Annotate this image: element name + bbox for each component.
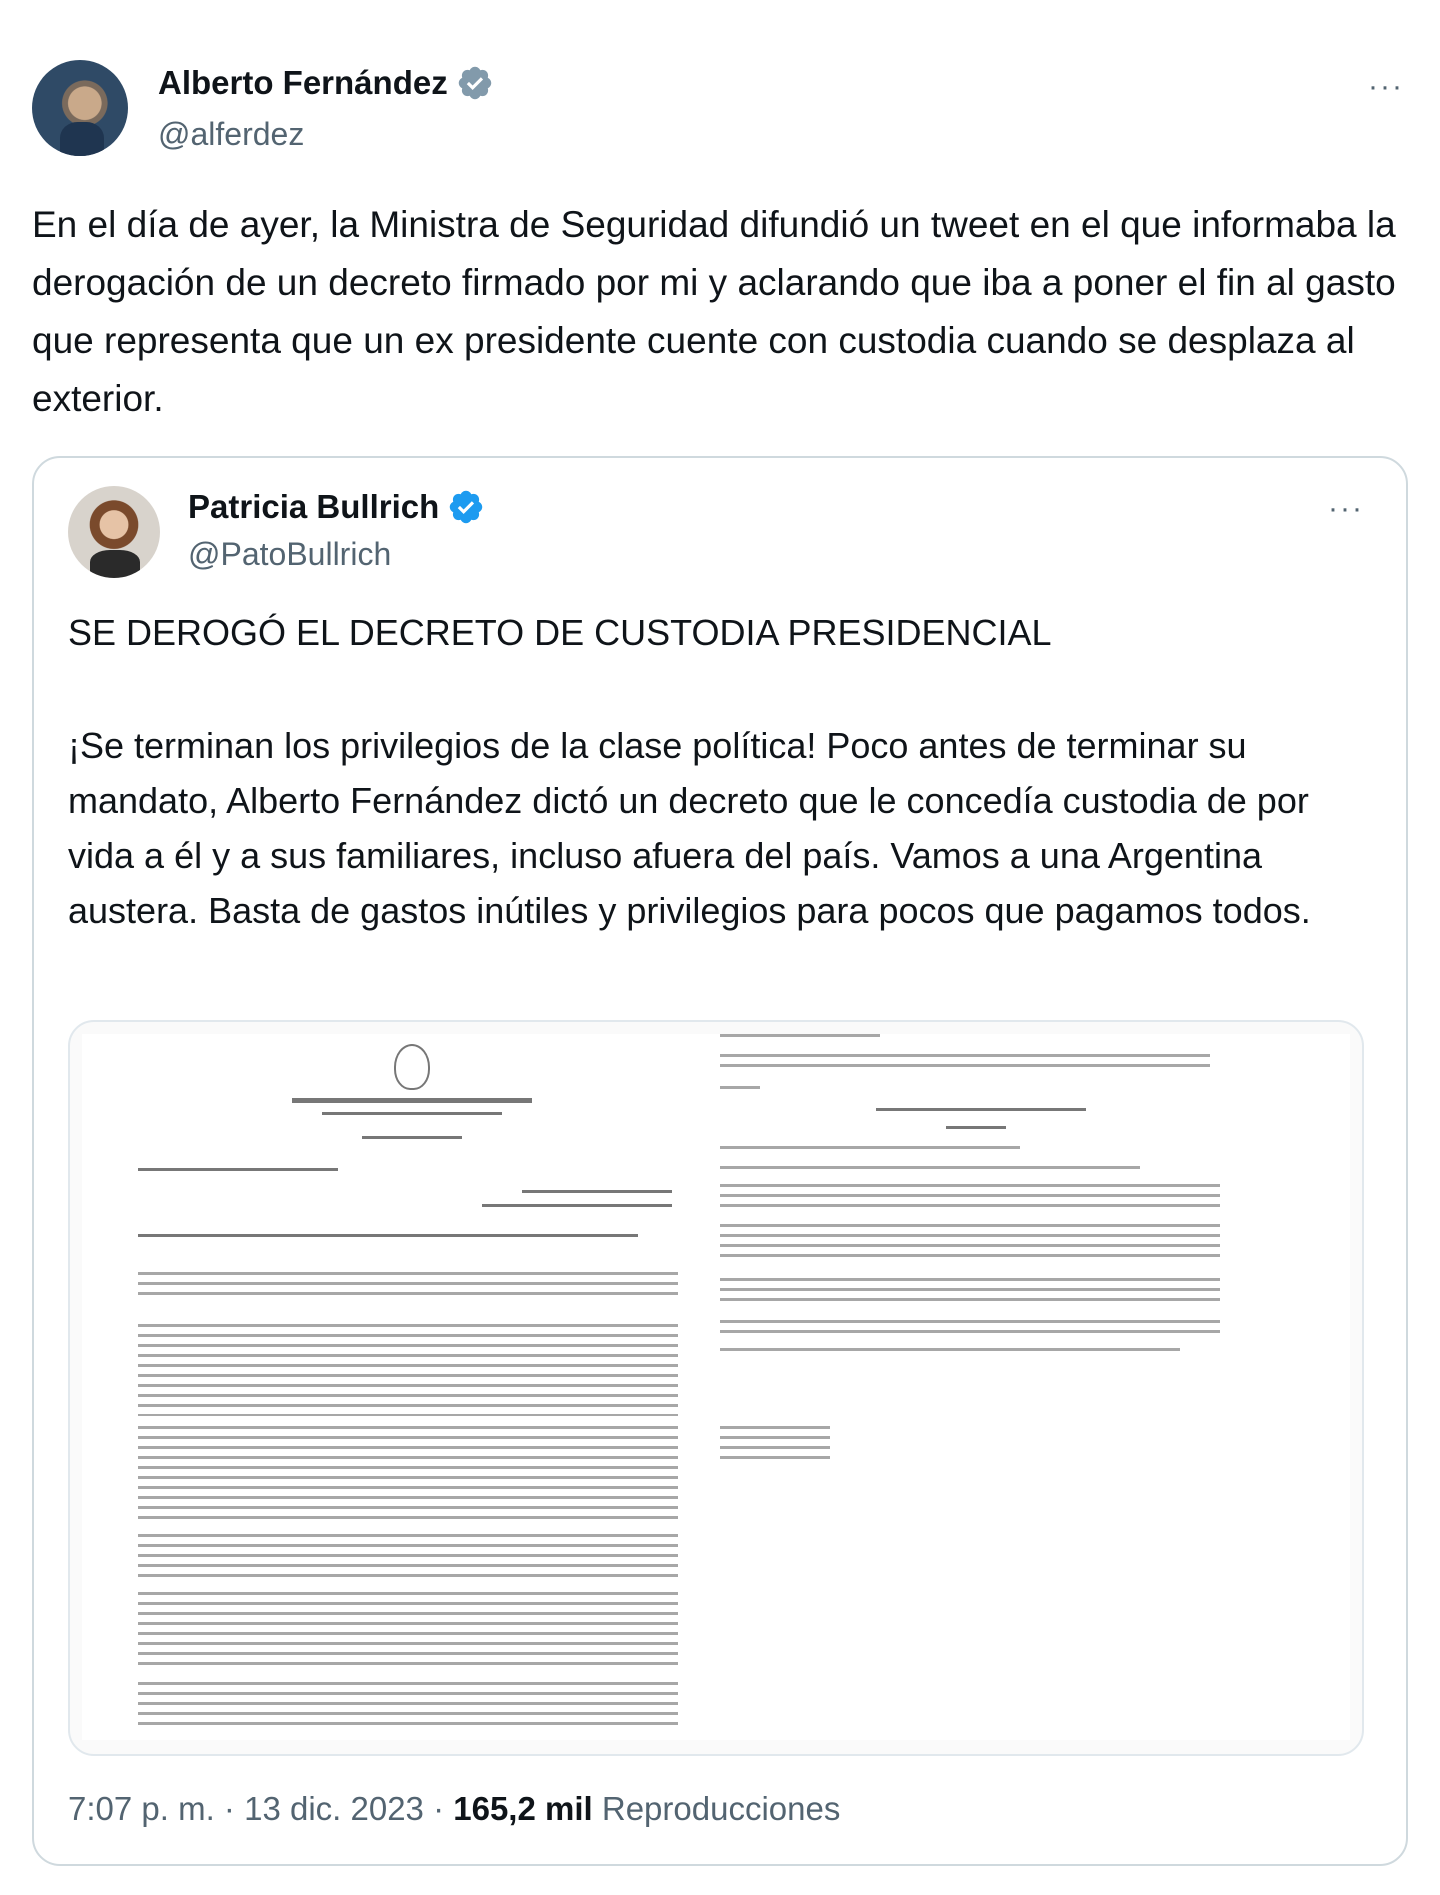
quoted-tweet-heading: SE DEROGÓ EL DECRETO DE CUSTODIA PRESIDENCIAL: [68, 612, 1052, 653]
footer-separator: ·: [223, 1790, 235, 1827]
author-name-row: [158, 64, 494, 102]
more-options-icon[interactable]: ···: [1328, 492, 1364, 525]
more-options-icon[interactable]: ···: [1368, 70, 1404, 103]
tweet-text: En el día de ayer, la Ministra de Seguridad difundió un tweet en el que informaba la derogación de un decreto firmado por mi y aclarando que iba a poner el fin al gasto que representa que un ex presidente cuente con custodia cuando se desplaza al exterior.: [32, 204, 1396, 419]
quoted-tweet-footer: [68, 1790, 840, 1828]
author-name[interactable]: Alberto Fernández: [158, 64, 448, 101]
tweet-time[interactable]: 7:07 p. m.: [68, 1790, 215, 1827]
decree-document-image[interactable]: [68, 1020, 1364, 1756]
verified-badge-icon[interactable]: [447, 488, 485, 526]
quoted-tweet-body: ¡Se terminan los privilegios de la clase política! Poco antes de terminar su mandato, Alberto Fernández dictó un decreto que le concedía custodia de por vida a él y a sus familiares, incluso afuera del país. Vamos a una Argentina austera. Basta de gastos inútiles y privilegios para pocos que pagamos todos.: [68, 725, 1311, 931]
views-count: 165,2 mil: [453, 1790, 593, 1827]
quoted-author-handle[interactable]: @PatoBullrich: [188, 536, 392, 572]
quoted-author-name[interactable]: Patricia Bullrich: [188, 488, 440, 525]
tweet-date[interactable]: 13 dic. 2023: [244, 1790, 424, 1827]
views-label: Reproducciones: [601, 1790, 841, 1827]
footer-separator: ·: [433, 1790, 445, 1827]
verified-badge-icon[interactable]: [456, 64, 494, 102]
author-avatar[interactable]: [32, 60, 128, 156]
author-handle[interactable]: @alferdez: [158, 116, 305, 152]
quoted-author-name-row: [188, 488, 485, 526]
coat-of-arms-icon: [394, 1044, 430, 1090]
quoted-author-avatar[interactable]: [68, 486, 160, 578]
document-page-right: [716, 1034, 1350, 1740]
document-page-left: [82, 1034, 716, 1740]
